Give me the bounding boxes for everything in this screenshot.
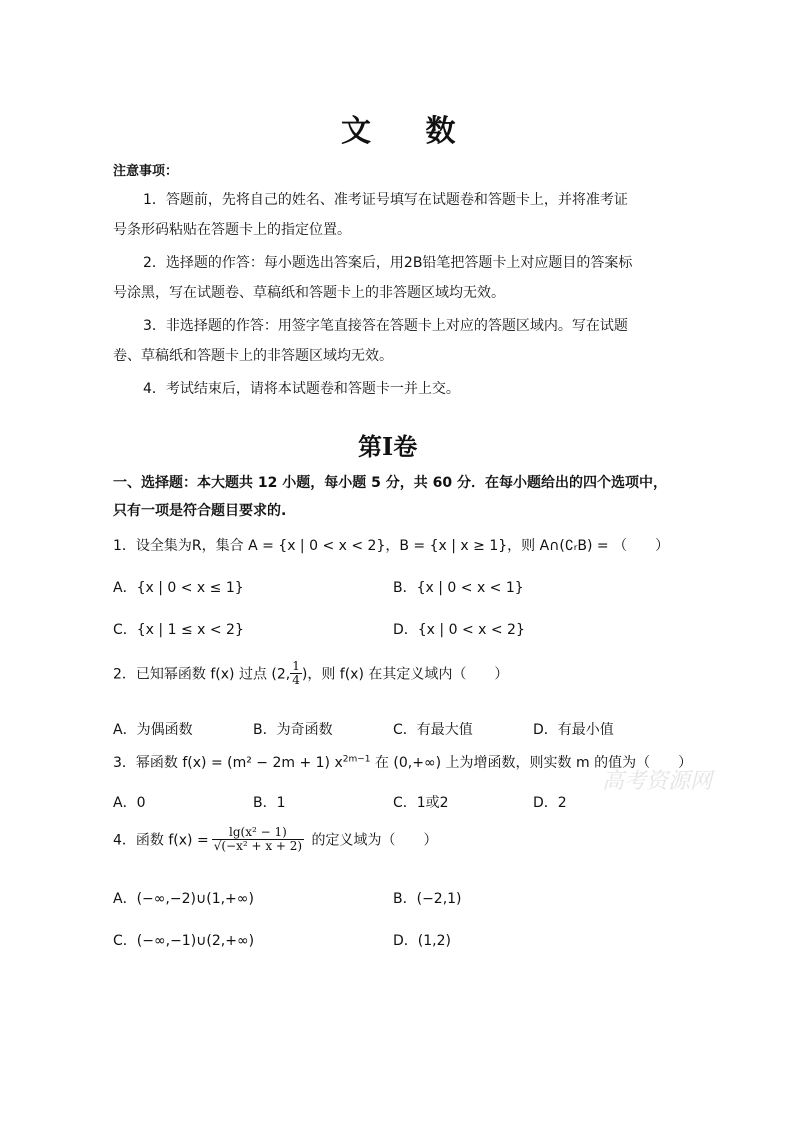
notice-item-2-line2: 号涂黑，写在试题卷、草稿纸和答题卡上的非答题区域均无效。 (113, 285, 505, 301)
question-2-stem (113, 660, 508, 687)
question-1-option-b: B．{x | 0 < x < 1} (393, 580, 524, 596)
question-2-fraction-numerator: 1 (292, 659, 300, 673)
question-4-option-c: C．(−∞,−1)∪(2,+∞) (113, 933, 255, 949)
question-1-option-a: A．{x | 0 < x ≤ 1} (113, 580, 244, 596)
question-2-stem-before: 2．已知幂函数 f(x) 过点 (2, (113, 666, 291, 683)
question-4-option-a: A．(−∞,−2)∪(1,+∞) (113, 891, 254, 907)
question-2-fraction-denominator: 4 (292, 673, 300, 687)
question-1-option-c: C．{x | 1 ≤ x < 2} (113, 622, 244, 638)
question-4-option-d: D．(1,2) (393, 933, 451, 949)
question-4-option-b: B．(−2,1) (393, 891, 462, 907)
question-4-stem-after: 的定义域为（ ） (307, 832, 438, 849)
question-2-fraction (290, 660, 302, 687)
watermark: 高考资源网 (602, 769, 713, 794)
question-3-stem-before: 3．幂函数 f(x) = (m² − 2m + 1) x (113, 755, 343, 771)
notice-item-1 (113, 190, 628, 240)
notice-heading: 注意事项： (113, 164, 179, 179)
notice-item-4 (143, 379, 460, 399)
question-4-stem (113, 826, 438, 853)
question-2-option-c: C．有最大值 (393, 722, 473, 738)
question-3-option-d: D．2 (533, 795, 567, 811)
question-1-stem: 1．设全集为R，集合 A = {x | 0 < x < 2}，B = {x | x ≥ 1}，则 A∩(∁ᵣB) = （ ） (113, 538, 670, 554)
section-intro-line2: 只有一项是符合题目要求的. (113, 503, 287, 519)
question-3-exponent: 2m−1 (342, 754, 371, 765)
section-title: 第Ⅰ卷 (358, 432, 418, 461)
question-2-option-d: D．有最小值 (533, 722, 614, 738)
question-4-fraction (212, 826, 304, 853)
question-3-option-c: C．1或2 (393, 795, 449, 811)
notice-item-1-line2: 号条形码粘贴在答题卡上的指定位置。 (113, 222, 351, 238)
notice-item-3-line2: 卷、草稿纸和答题卡上的非答题区域均无效。 (113, 348, 393, 364)
notice-item-2 (113, 253, 632, 303)
section-intro (113, 473, 667, 521)
question-3-stem-after: 在 (0,+∞) 上为增函数，则实数 m 的值为（ ） (370, 755, 693, 771)
notice-item-1-line1: 1．答题前，先将自己的姓名、准考证号填写在试题卷和答题卡上，并将准考证 (143, 192, 628, 208)
question-2-stem-after: )，则 f(x) 在其定义域内（ ） (301, 666, 509, 683)
question-2-option-b: B．为奇函数 (253, 722, 333, 738)
section-intro-line1: 一、选择题：本大题共 12 小题，每小题 5 分，共 60 分．在每小题给出的四个选项中， (113, 475, 667, 491)
question-1-option-d: D．{x | 0 < x < 2} (393, 622, 525, 638)
notice-item-3 (113, 316, 628, 366)
question-4-fraction-numerator: lg(x² − 1) (212, 826, 304, 840)
notice-item-2-line1: 2．选择题的作答：每小题选出答案后，用2B铅笔把答题卡上对应题目的答案标 (143, 255, 633, 271)
question-2-option-a: A．为偶函数 (113, 722, 193, 738)
page-title: 文 数 (341, 114, 478, 149)
notice-item-4-line1: 4．考试结束后，请将本试题卷和答题卡一并上交。 (143, 381, 460, 397)
notice-item-3-line1: 3．非选择题的作答：用签字笔直接答在答题卡上对应的答题区域内。写在试题 (143, 318, 628, 334)
question-4-stem-before: 4．函数 f(x) = (113, 832, 209, 849)
question-3-option-a: A．0 (113, 795, 146, 811)
question-4-fraction-denominator: √(−x² + x + 2) (213, 839, 303, 853)
question-3-option-b: B．1 (253, 795, 286, 811)
